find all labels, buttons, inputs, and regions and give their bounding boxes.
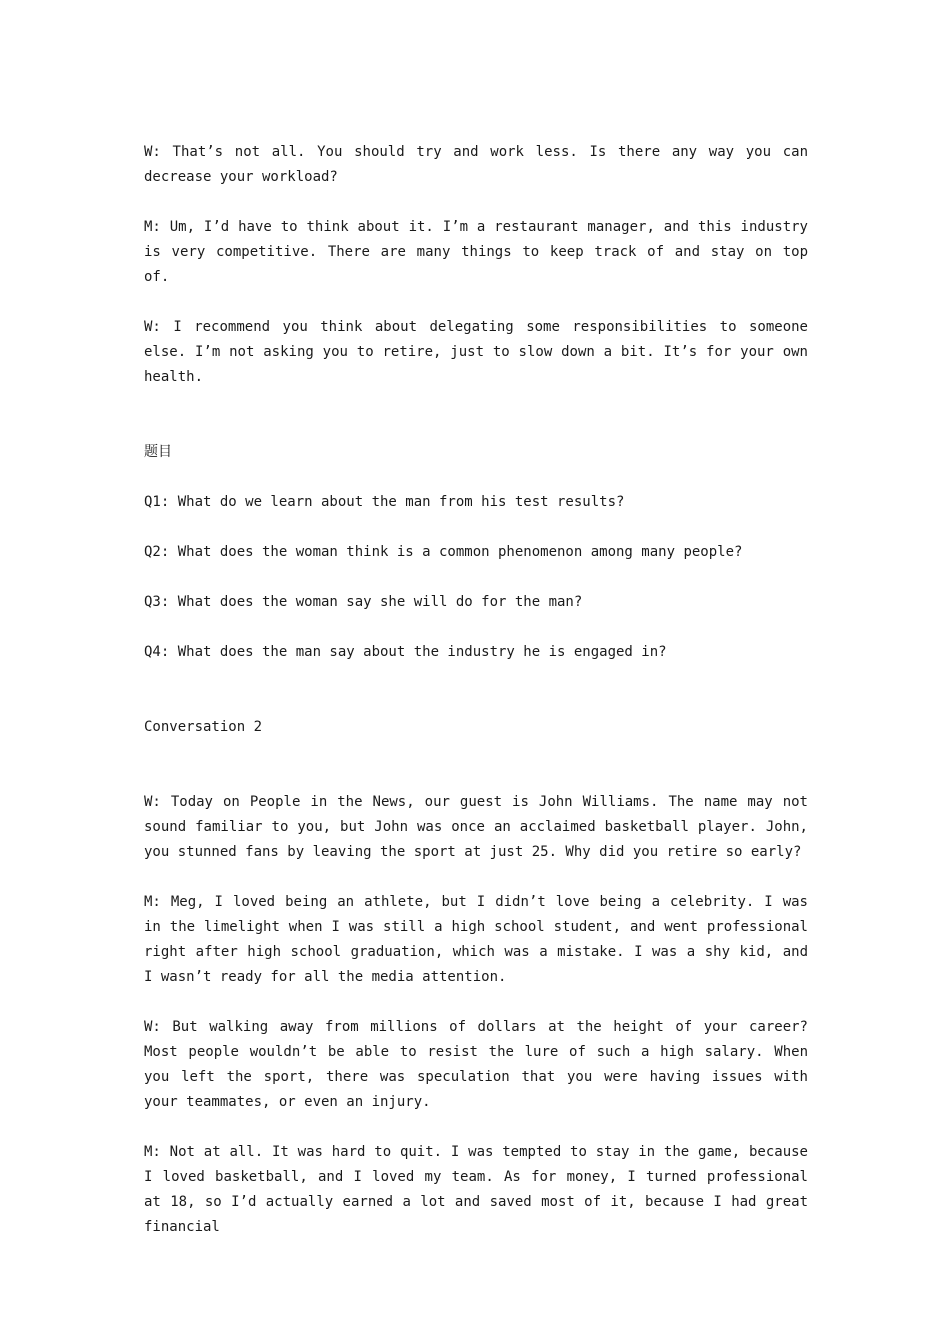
questions-heading: 题目: [144, 444, 172, 460]
question-item: Q3: What does the woman say she will do for the man?: [144, 594, 583, 610]
question-item: Q4: What does the man say about the industry he is engaged in?: [144, 644, 667, 660]
dialogue-paragraph: W: That’s not all. You should try and work less. Is there any way you can decrease your workload?: [144, 144, 808, 185]
conversation-heading: Conversation 2: [144, 719, 263, 735]
dialogue-paragraph: W: But walking away from millions of dollars at the height of your career? Most people wouldn’t be able to resist the lure of such a high salary. When you left the sport, there was speculation that you were having issues with your teammates, or even an injury.: [144, 1019, 808, 1110]
dialogue-paragraph: W: I recommend you think about delegating some responsibilities to someone else. I’m not asking you to retire, just to slow down a bit. It’s for your own health.: [144, 319, 808, 385]
dialogue-paragraph: M: Not at all. It was hard to quit. I was tempted to stay in the game, because I loved basketball, and I loved my team. As for money, I turned professional at 18, so I’d actually earned a lot and saved most of it, because I had great financial: [144, 1144, 808, 1235]
question-item: Q1: What do we learn about the man from his test results?: [144, 494, 625, 510]
document-page: [144, 140, 808, 1265]
dialogue-paragraph: M: Meg, I loved being an athlete, but I didn’t love being a celebrity. I was in the limelight when I was still a high school student, and went professional right after high school graduation, which was a mistake. I was a shy kid, and I wasn’t ready for all the media attention.: [144, 894, 808, 985]
question-item: Q2: What does the woman think is a common phenomenon among many people?: [144, 544, 743, 560]
spacer: [144, 690, 808, 715]
dialogue-paragraph: M: Um, I’d have to think about it. I’m a restaurant manager, and this industry is very competitive. There are many things to keep track of and stay on top of.: [144, 219, 808, 285]
spacer: [144, 415, 808, 440]
dialogue-paragraph: W: Today on People in the News, our guest is John Williams. The name may not sound familiar to you, but John was once an acclaimed basketball player. John, you stunned fans by leaving the sport at just 25. Why did you retire so early?: [144, 794, 808, 860]
